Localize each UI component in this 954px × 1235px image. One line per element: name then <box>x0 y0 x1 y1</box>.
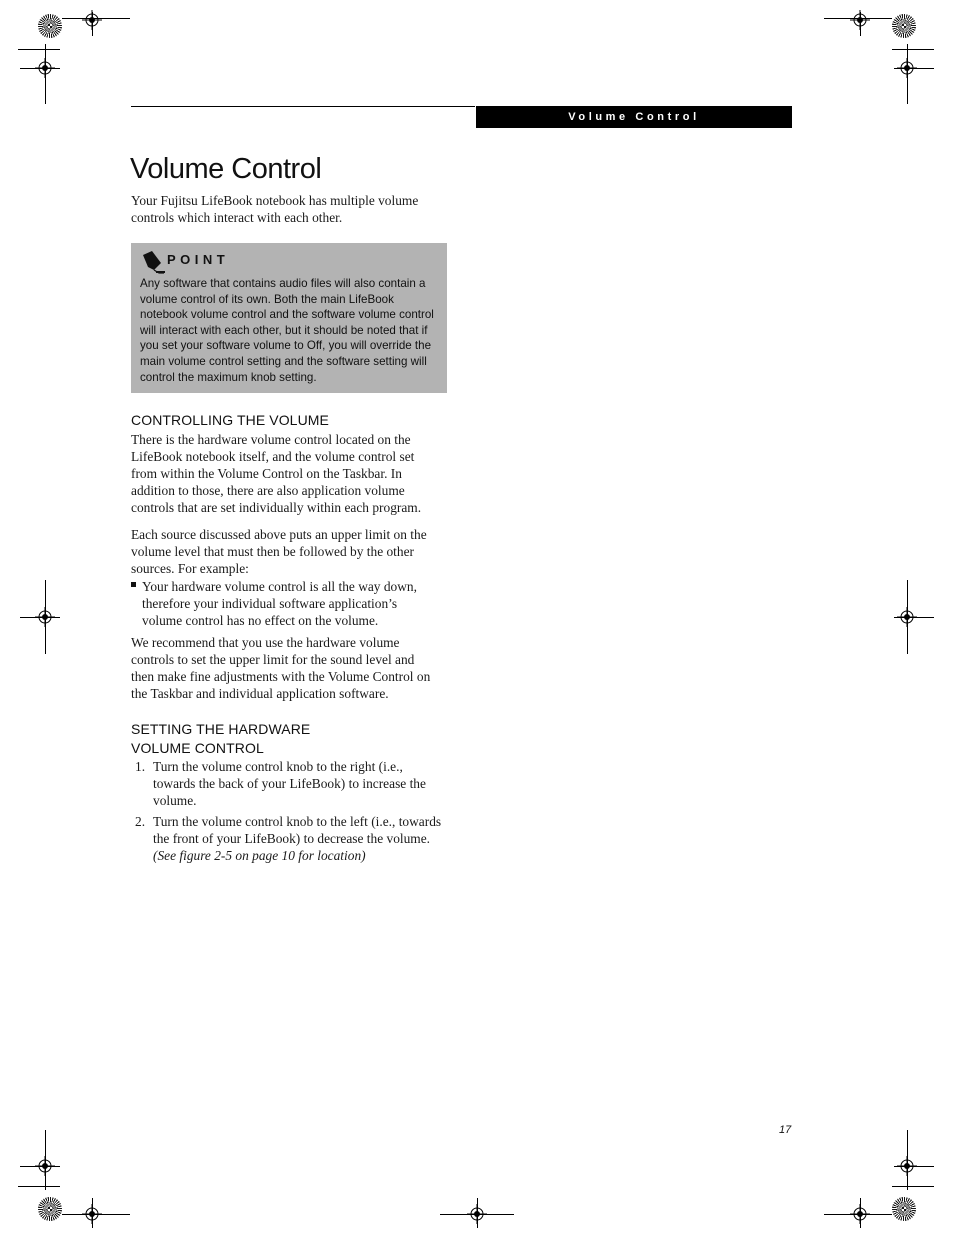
pointing-hand-icon <box>140 249 166 275</box>
controlling-paragraph-1: There is the hardware volume control located on the LifeBook notebook itself, and the volume control set from within the Volume Control on the Taskbar. In addition to those, there are also application volume controls that are set individually within each program. <box>131 432 422 515</box>
header-rule <box>131 106 475 107</box>
controlling-paragraph-3: We recommend that you use the hardware volume controls to set the upper limit for the sound level and then make fine adjustments with the Volume Control on the Taskbar and individual application software. <box>131 635 431 701</box>
step-text <box>153 813 443 864</box>
registration-rosette-icon <box>38 1197 62 1221</box>
bullet-item: Your hardware volume control is all the way down, therefore your individual software application’s volume control has no effect on the volume. <box>142 579 417 628</box>
page-number: 17 <box>779 1124 792 1136</box>
figure-reference: (See figure 2-5 on page 10 for location) <box>153 848 366 863</box>
point-callout <box>131 243 447 393</box>
crosshair-target-icon <box>897 1156 917 1176</box>
step-number: 1. <box>135 759 146 774</box>
point-label: POINT <box>167 252 230 267</box>
controlling-paragraph-2: Each source discussed above puts an upper limit on the volume level that must then be followed by the other sources. For example: <box>131 527 427 576</box>
step-text-main: Turn the volume control knob to the left (i.e., towards the front of your LifeBook) to decrease the volume. <box>153 814 442 846</box>
section-heading-setting-line2: VOLUME CONTROL <box>131 740 264 756</box>
crosshair-target-icon <box>467 1204 487 1224</box>
point-text: Any software that contains audio files will also contain a volume control of its own. Both the main LifeBook notebook volume control and the software volume control will interact with each other, but it should be noted that if you set your software volume to Off, you will override the main volume control setting and the software setting will control the maximum knob setting. <box>140 277 434 384</box>
section-heading-setting <box>131 720 443 758</box>
registration-rosette-icon <box>38 14 62 38</box>
crosshair-target-icon <box>35 607 55 627</box>
crosshair-target-icon <box>82 10 102 30</box>
crosshair-target-icon <box>35 1156 55 1176</box>
section-heading-setting-line1: SETTING THE HARDWARE <box>131 721 311 737</box>
crosshair-target-icon <box>82 1204 102 1224</box>
registration-rosette-icon <box>892 14 916 38</box>
running-header-tab: Volume Control <box>476 106 792 128</box>
crosshair-target-icon <box>897 607 917 627</box>
registration-rosette-icon <box>892 1197 916 1221</box>
crosshair-target-icon <box>850 10 870 30</box>
intro-paragraph: Your Fujitsu LifeBook notebook has multiple volume controls which interact with each other. <box>131 193 419 225</box>
bullet-square-icon <box>131 582 136 587</box>
page-title: Volume Control <box>130 153 322 185</box>
crosshair-target-icon <box>850 1204 870 1224</box>
step-text: Turn the volume control knob to the right (i.e., towards the back of your LifeBook) to increase the volume. <box>153 759 426 808</box>
step-number: 2. <box>135 814 146 829</box>
section-heading-controlling: CONTROLLING THE VOLUME <box>131 412 329 428</box>
